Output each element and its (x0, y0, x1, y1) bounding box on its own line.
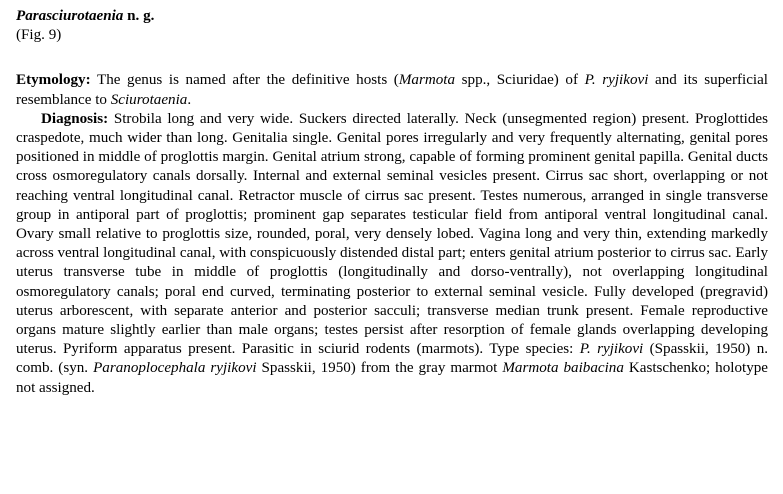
diagnosis-italic-1: P. ryjikovi (579, 341, 644, 358)
diagnosis-italic-3: Marmota baibacina (502, 360, 624, 377)
diagnosis-italic-2: Paranoplocephala ryjikovi (93, 360, 257, 377)
genus-name: Parasciurotaenia (16, 8, 124, 24)
etymology-italic-1: Marmota (398, 72, 456, 89)
diagnosis-text-4: Kastschenko; holotype not assigned. (16, 360, 769, 396)
diagnosis-text-3: Spasskii, 1950) from the gray marmot (261, 360, 498, 377)
new-genus-label: n. g. (127, 8, 155, 24)
diagnosis-text-2: (Spasskii, 1950) n. comb. (syn. (16, 341, 769, 377)
figure-reference: (Fig. 9) (16, 27, 62, 44)
genus-heading (16, 7, 768, 26)
diagnosis-paragraph (16, 110, 768, 398)
etymology-paragraph (16, 71, 768, 109)
diagnosis-label: Diagnosis: (41, 110, 109, 127)
etymology-text-4: . (187, 91, 192, 108)
etymology-text-2: spp., Sciuridae) of (461, 72, 578, 89)
etymology-label: Etymology: (16, 72, 91, 89)
article-body (16, 7, 768, 398)
diagnosis-text-1: Strobila long and very wide. Suckers directed laterally. Neck (unsegmented region) present. Proglottides craspedote, much wider than long. Genitalia single. Genital pores irregularly and very frequently alternating, genital pores positioned in middle of proglottis margin. Genital atrium strong, capable of forming prominent genital papilla. Genital ducts cross osmoregulatory canals dorsally. Internal and external seminal vesicles present. Cirrus sac short, overlapping or not reaching ventral longitudinal canal. Retractor muscle of cirrus sac present. Testes numerous, arranged in single transverse group in antiporal part of proglottis; prominent gap separates testicular field from antiporal ventral longitudinal canal. Ovary small relative to proglottis size, rounded, poral, very densely lobed. Vagina long and very thin, extending markedly across ventral longitudinal canal, with conspicuously distended distal part; enters genital atrium posterior to cirrus sac. Early uterus transverse tube in middle of proglottis (longitudinally and dorso-ventrally), not overlapping longitudinal osmoregulatory canals; poral end curved, terminating posterior to external seminal vesicle. Fully developed (pregravid) uterus arborescent, with separate anterior and posterior sacculi; transverse median trunk present. Female reproductive organs mature slightly earlier than male organs; testes persist after resorption of female glands overlapping developing uterus. Pyriform apparatus present. Parasitic in sciurid rodents (marmots). Type species: (16, 110, 768, 358)
etymology-italic-3: Sciurotaenia (110, 91, 188, 108)
etymology-text-3: and its superficial resemblance to (16, 72, 768, 108)
etymology-italic-2: P. ryjikovi (584, 72, 649, 89)
etymology-text-1: The genus is named after the definitive hosts ( (96, 72, 399, 89)
